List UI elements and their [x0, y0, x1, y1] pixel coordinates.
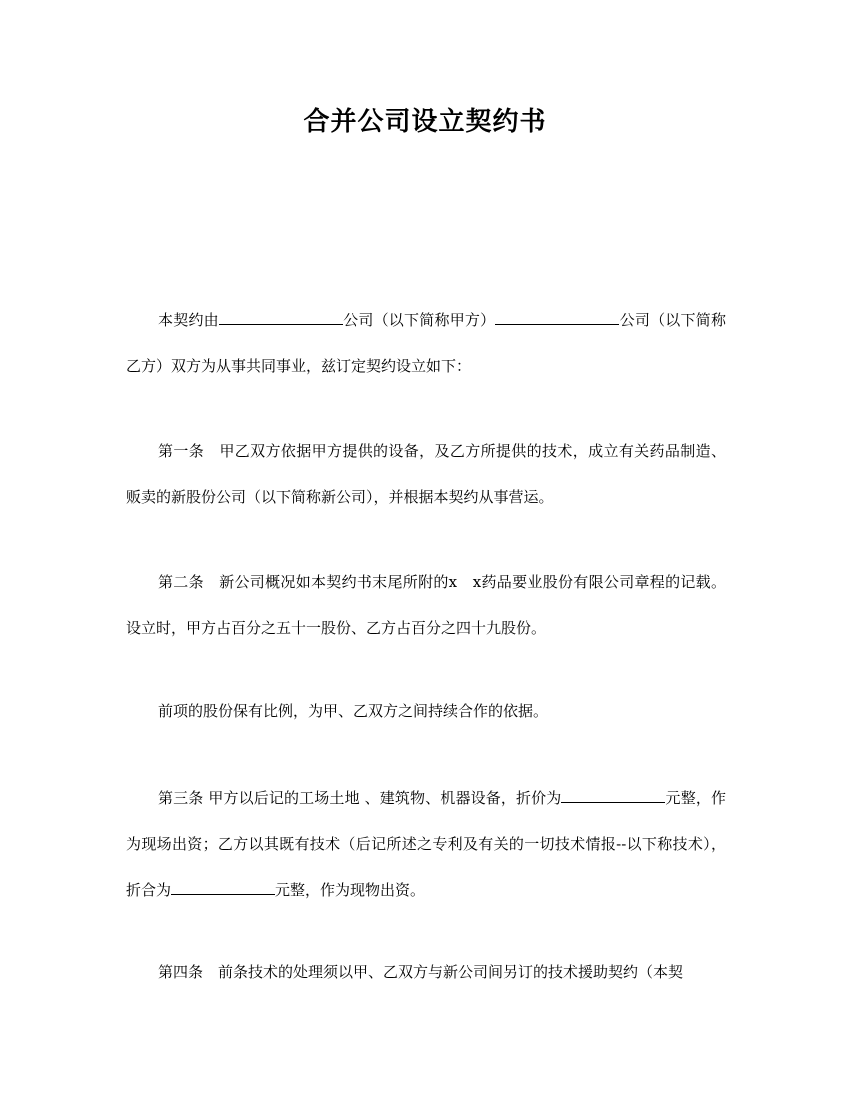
intro-text-2: 公司（以下简称甲方） — [342, 311, 496, 329]
article-2-note-paragraph: 前项的股份保有比例，为甲、乙双方之间持续合作的依据。 — [158, 702, 549, 720]
document-title: 合并公司设立契约书 — [303, 107, 547, 137]
party-a-blank — [219, 310, 343, 325]
tech-value-blank — [171, 880, 275, 895]
party-b-blank — [495, 310, 619, 325]
article-3-text-3: 元整，作为现物出资。 — [275, 881, 426, 899]
article-3-text-2: 元整，作为现场出资；乙方以其既有技术（后记所述之专利及有关的一切技术情报--以下称技术），折合为 — [126, 789, 726, 899]
article-3-paragraph — [126, 775, 726, 913]
land-value-blank — [561, 788, 665, 803]
intro-text-3: 公司（以下简称乙方）双方为从事共同事业，兹订定契约设立如下： — [126, 311, 726, 375]
article-4-paragraph: 第四条 前条技术的处理须以甲、乙双方与新公司间另订的技术援助契约（本契 — [158, 963, 684, 981]
intro-text-1: 本契约由 — [158, 311, 219, 329]
article-1-paragraph: 第一条 甲乙双方依据甲方提供的设备，及乙方所提供的技术，成立有关药品制造、贩卖的新股份公司（以下简称新公司），并根据本契约从事营运。 — [126, 442, 726, 506]
article-2-paragraph: 第二条 新公司概况如本契约书末尾所附的x x药品要业股份有限公司章程的记载。设立时，甲方占百分之五十一股份、乙方占百分之四十九股份。 — [126, 573, 726, 637]
intro-paragraph — [126, 297, 726, 389]
article-3-text-1: 第三条 甲方以后记的工场土地 、建筑物、机器设备，折价为 — [158, 789, 562, 807]
